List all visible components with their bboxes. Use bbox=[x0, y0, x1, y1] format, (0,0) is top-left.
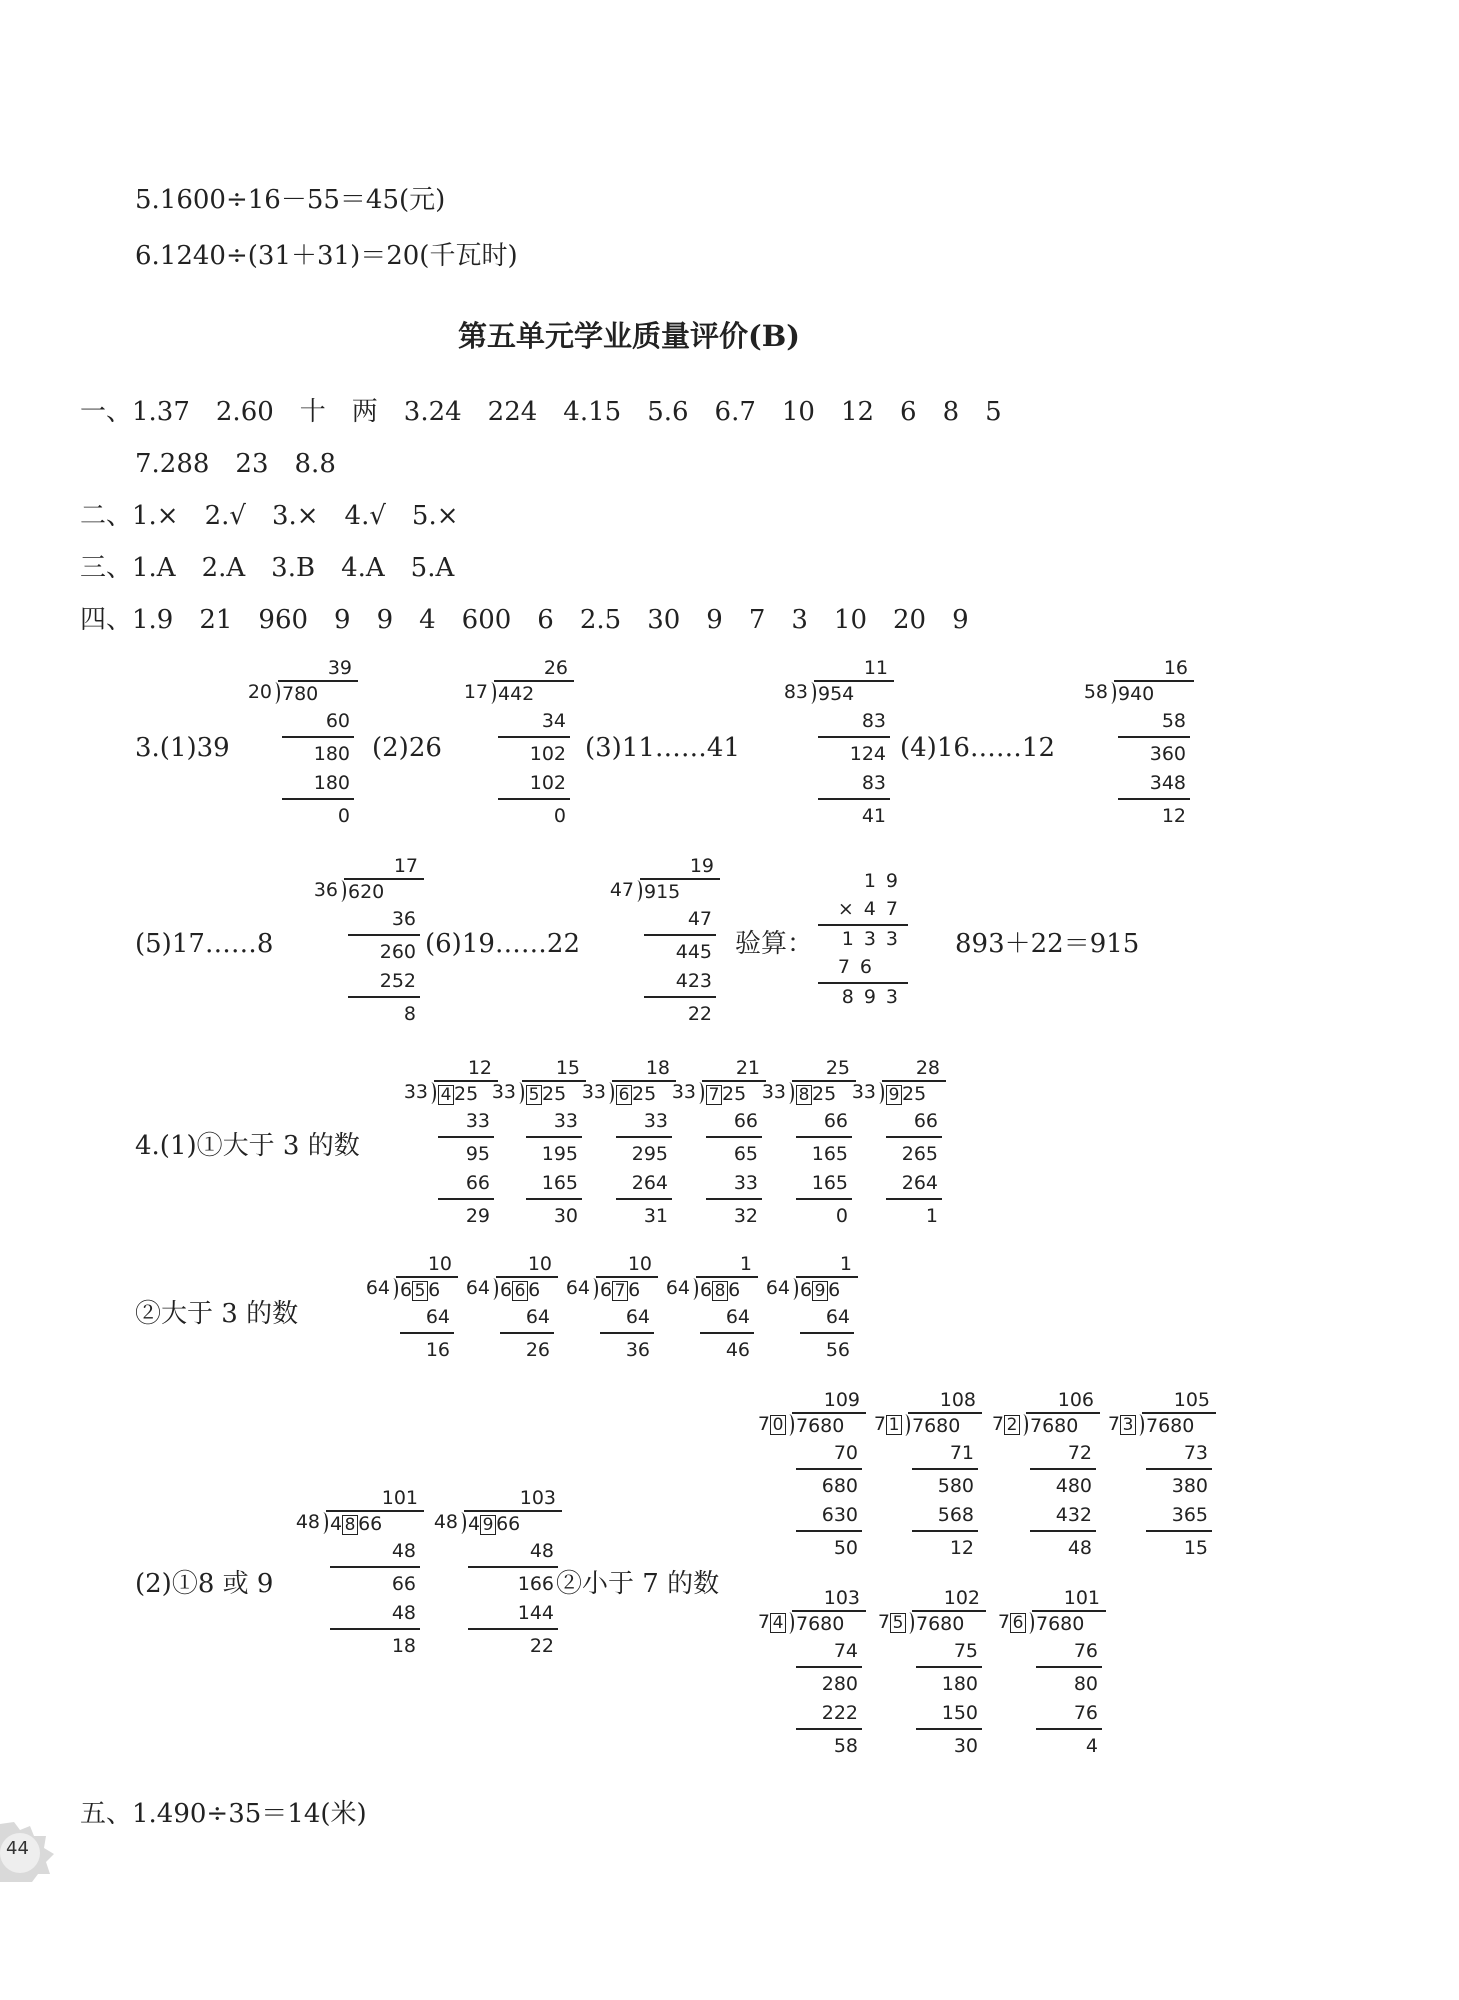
long-division bbox=[986, 1586, 1110, 1776]
division-divisor: 64 bbox=[665, 1277, 690, 1299]
part-five-line: 五、1.490÷35＝14(米) bbox=[80, 1799, 367, 1829]
long-division bbox=[1080, 656, 1210, 846]
mul-multiplier: ×47 bbox=[837, 898, 908, 920]
division-step: 295 bbox=[631, 1143, 668, 1165]
digit-box: 4 bbox=[770, 1613, 786, 1633]
division-step: 60 bbox=[325, 710, 350, 732]
division-quotient: 101 bbox=[1063, 1587, 1100, 1609]
division-step: 680 bbox=[821, 1475, 858, 1497]
division-step: 64 bbox=[525, 1306, 550, 1328]
division-step: 48 bbox=[391, 1602, 416, 1624]
division-step: 124 bbox=[849, 743, 886, 765]
division-dividend: 7680 bbox=[792, 1412, 866, 1438]
division-step: 252 bbox=[379, 970, 416, 992]
division-rule bbox=[796, 1198, 852, 1200]
digit-box: 6 bbox=[512, 1281, 528, 1301]
digit-box: 1 bbox=[886, 1415, 902, 1435]
division-divisor: 33 bbox=[671, 1081, 696, 1103]
division-step: 365 bbox=[1171, 1504, 1208, 1526]
division-rule bbox=[912, 1468, 978, 1470]
division-step: 165 bbox=[811, 1143, 848, 1165]
mul-partial-2: 76 bbox=[837, 956, 882, 978]
division-quotient: 26 bbox=[543, 657, 568, 679]
division-step: 73 bbox=[1183, 1442, 1208, 1464]
q3-label-2: (2)26 bbox=[372, 733, 442, 763]
division-step: 66 bbox=[733, 1110, 758, 1132]
division-quotient: 10 bbox=[527, 1253, 552, 1275]
division-quotient: 10 bbox=[627, 1253, 652, 1275]
division-dividend: 6 8 6 bbox=[696, 1276, 758, 1302]
division-quotient: 102 bbox=[943, 1587, 980, 1609]
division-step: 360 bbox=[1149, 743, 1186, 765]
division-step: 58 bbox=[833, 1735, 858, 1757]
long-division bbox=[462, 1252, 574, 1442]
division-step: 280 bbox=[821, 1673, 858, 1695]
page-number-badge bbox=[0, 1820, 62, 1882]
digit-box: 8 bbox=[712, 1281, 728, 1301]
division-step: 66 bbox=[465, 1172, 490, 1194]
division-step: 380 bbox=[1171, 1475, 1208, 1497]
long-division bbox=[606, 854, 736, 1044]
division-dividend: 7 25 bbox=[702, 1080, 766, 1106]
division-step: 144 bbox=[517, 1602, 554, 1624]
division-quotient: 103 bbox=[519, 1487, 556, 1509]
answer-line-6: 6.1240÷(31＋31)＝20(千瓦时) bbox=[135, 241, 518, 271]
division-step: 432 bbox=[1055, 1504, 1092, 1526]
division-rule bbox=[526, 1136, 582, 1138]
division-dividend: 442 bbox=[494, 680, 574, 706]
division-divisor: 48 bbox=[295, 1511, 320, 1533]
division-step: 102 bbox=[529, 743, 566, 765]
division-rule bbox=[796, 1666, 862, 1668]
division-divisor: 64 bbox=[765, 1277, 790, 1299]
division-step: 64 bbox=[425, 1306, 450, 1328]
long-division bbox=[1096, 1388, 1220, 1578]
division-step: 445 bbox=[675, 941, 712, 963]
division-step: 480 bbox=[1055, 1475, 1092, 1497]
division-quotient: 106 bbox=[1057, 1389, 1094, 1411]
division-step: 165 bbox=[811, 1172, 848, 1194]
page-number: 44 bbox=[6, 1838, 29, 1859]
long-division bbox=[292, 1486, 440, 1676]
division-step: 18 bbox=[391, 1635, 416, 1657]
division-dividend: 780 bbox=[278, 680, 358, 706]
division-quotient: 1 bbox=[739, 1253, 752, 1275]
division-dividend: 6 25 bbox=[612, 1080, 676, 1106]
long-division bbox=[746, 1586, 870, 1776]
check-label: 验算： bbox=[735, 929, 814, 959]
digit-box: 5 bbox=[526, 1085, 542, 1105]
division-dividend: 6 9 6 bbox=[796, 1276, 858, 1302]
long-division bbox=[862, 1388, 986, 1578]
division-dividend: 6 5 6 bbox=[396, 1276, 458, 1302]
division-step: 47 bbox=[687, 908, 712, 930]
mul-multiplicand: 19 bbox=[863, 870, 908, 892]
division-rule bbox=[1036, 1728, 1102, 1730]
division-divisor: 7 5 bbox=[878, 1610, 906, 1634]
division-step: 46 bbox=[725, 1339, 750, 1361]
division-dividend: 4 9 66 bbox=[464, 1510, 562, 1536]
division-rule bbox=[1030, 1530, 1096, 1532]
division-rule bbox=[912, 1530, 978, 1532]
division-step: 32 bbox=[733, 1205, 758, 1227]
division-dividend: 4 8 66 bbox=[326, 1510, 424, 1536]
division-step: 33 bbox=[465, 1110, 490, 1132]
division-quotient: 105 bbox=[1173, 1389, 1210, 1411]
digit-box: 7 bbox=[612, 1281, 628, 1301]
digit-box: 5 bbox=[890, 1613, 906, 1633]
q3-label-3: (3)11……41 bbox=[585, 733, 740, 763]
division-rule bbox=[1030, 1468, 1096, 1470]
division-dividend: 620 bbox=[344, 878, 424, 904]
digit-box: 6 bbox=[616, 1085, 632, 1105]
division-divisor: 64 bbox=[365, 1277, 390, 1299]
division-step: 195 bbox=[541, 1143, 578, 1165]
division-divisor: 33 bbox=[403, 1081, 428, 1103]
division-dividend: 4 25 bbox=[434, 1080, 498, 1106]
long-division bbox=[460, 656, 590, 846]
division-dividend: 940 bbox=[1114, 680, 1194, 706]
division-rule bbox=[282, 736, 354, 738]
division-dividend: 915 bbox=[640, 878, 720, 904]
division-step: 36 bbox=[391, 908, 416, 930]
part-four-line: 四、1.9 21 960 9 9 4 600 6 2.5 30 9 7 3 10 20 9 bbox=[80, 605, 969, 635]
division-step: 1 bbox=[925, 1205, 938, 1227]
division-divisor: 33 bbox=[491, 1081, 516, 1103]
division-step: 180 bbox=[313, 743, 350, 765]
division-divisor: 7 1 bbox=[874, 1412, 902, 1436]
q4-label-2b: ②小于 7 的数 bbox=[556, 1569, 720, 1599]
q4-label-1b: ②大于 3 的数 bbox=[135, 1299, 299, 1329]
division-step: 30 bbox=[553, 1205, 578, 1227]
division-step: 568 bbox=[937, 1504, 974, 1526]
division-rule bbox=[468, 1566, 558, 1568]
division-rule bbox=[468, 1628, 558, 1630]
q3-label-6: (6)19……22 bbox=[425, 929, 580, 959]
division-quotient: 39 bbox=[327, 657, 352, 679]
division-step: 180 bbox=[313, 772, 350, 794]
division-rule bbox=[886, 1136, 942, 1138]
division-step: 80 bbox=[1073, 1673, 1098, 1695]
division-dividend: 6 6 6 bbox=[496, 1276, 558, 1302]
division-step: 630 bbox=[821, 1504, 858, 1526]
division-rule bbox=[282, 798, 354, 800]
division-step: 70 bbox=[833, 1442, 858, 1464]
division-rule bbox=[1036, 1666, 1102, 1668]
division-dividend: 9 25 bbox=[882, 1080, 946, 1106]
division-rule bbox=[916, 1666, 982, 1668]
division-dividend: 8 25 bbox=[792, 1080, 856, 1106]
check-equation: 893＋22＝915 bbox=[955, 929, 1140, 959]
division-step: 75 bbox=[953, 1640, 978, 1662]
division-step: 22 bbox=[529, 1635, 554, 1657]
division-rule bbox=[438, 1198, 494, 1200]
digit-box: 4 bbox=[438, 1085, 454, 1105]
division-dividend: 7680 bbox=[1026, 1412, 1100, 1438]
multiplication-check bbox=[818, 868, 908, 1018]
division-step: 71 bbox=[949, 1442, 974, 1464]
division-rule bbox=[644, 934, 716, 936]
division-step: 580 bbox=[937, 1475, 974, 1497]
part-three-line: 三、1.A 2.A 3.B 4.A 5.A bbox=[80, 553, 455, 583]
digit-box: 7 bbox=[706, 1085, 722, 1105]
division-step: 22 bbox=[687, 1003, 712, 1025]
division-rule bbox=[886, 1198, 942, 1200]
division-quotient: 21 bbox=[735, 1057, 760, 1079]
division-dividend: 954 bbox=[814, 680, 894, 706]
long-division bbox=[310, 854, 440, 1044]
mul-result: 893 bbox=[841, 986, 908, 1008]
part-two-line: 二、1.× 2.√ 3.× 4.√ 5.× bbox=[80, 501, 459, 531]
division-step: 348 bbox=[1149, 772, 1186, 794]
division-rule bbox=[916, 1728, 982, 1730]
division-rule bbox=[818, 798, 890, 800]
division-step: 95 bbox=[465, 1143, 490, 1165]
division-rule bbox=[330, 1566, 420, 1568]
division-step: 0 bbox=[553, 805, 566, 827]
division-step: 102 bbox=[529, 772, 566, 794]
long-division bbox=[562, 1252, 674, 1442]
division-rule bbox=[800, 1332, 854, 1334]
division-rule bbox=[796, 1728, 862, 1730]
q4-label-1: 4.(1)①大于 3 的数 bbox=[135, 1131, 360, 1161]
division-rule bbox=[438, 1136, 494, 1138]
q3-label-4: (4)16……12 bbox=[900, 733, 1055, 763]
division-rule bbox=[706, 1136, 762, 1138]
answer-line-5: 5.1600÷16－55＝45(元) bbox=[135, 185, 446, 215]
division-divisor: 7 6 bbox=[998, 1610, 1026, 1634]
division-divisor: 36 bbox=[313, 879, 338, 901]
division-dividend: 7680 bbox=[912, 1610, 986, 1636]
division-step: 222 bbox=[821, 1702, 858, 1724]
division-dividend: 7680 bbox=[1032, 1610, 1106, 1636]
long-division bbox=[866, 1586, 990, 1776]
division-quotient: 18 bbox=[645, 1057, 670, 1079]
division-rule bbox=[616, 1136, 672, 1138]
division-step: 64 bbox=[725, 1306, 750, 1328]
division-divisor: 48 bbox=[433, 1511, 458, 1533]
division-step: 423 bbox=[675, 970, 712, 992]
division-step: 165 bbox=[541, 1172, 578, 1194]
q3-label-1: 3.(1)39 bbox=[135, 733, 230, 763]
division-quotient: 17 bbox=[393, 855, 418, 877]
division-step: 66 bbox=[391, 1573, 416, 1595]
q4-label-2: (2)①8 或 9 bbox=[135, 1569, 274, 1599]
division-divisor: 64 bbox=[465, 1277, 490, 1299]
digit-box: 5 bbox=[412, 1281, 428, 1301]
division-divisor: 47 bbox=[609, 879, 634, 901]
division-step: 64 bbox=[825, 1306, 850, 1328]
division-quotient: 11 bbox=[863, 657, 888, 679]
digit-box: 9 bbox=[886, 1085, 902, 1105]
division-rule bbox=[526, 1198, 582, 1200]
division-divisor: 33 bbox=[581, 1081, 606, 1103]
division-quotient: 10 bbox=[427, 1253, 452, 1275]
division-step: 12 bbox=[1161, 805, 1186, 827]
division-quotient: 109 bbox=[823, 1389, 860, 1411]
mul-partial-1: 133 bbox=[841, 928, 908, 950]
division-step: 0 bbox=[835, 1205, 848, 1227]
division-quotient: 101 bbox=[381, 1487, 418, 1509]
long-division bbox=[362, 1252, 474, 1442]
division-step: 48 bbox=[529, 1540, 554, 1562]
division-dividend: 7680 bbox=[908, 1412, 982, 1438]
section-title: 第五单元学业质量评价(B) bbox=[458, 319, 800, 353]
division-step: 166 bbox=[517, 1573, 554, 1595]
division-quotient: 1 bbox=[839, 1253, 852, 1275]
division-rule bbox=[500, 1332, 554, 1334]
division-quotient: 15 bbox=[555, 1057, 580, 1079]
division-step: 12 bbox=[949, 1537, 974, 1559]
division-divisor: 20 bbox=[247, 681, 272, 703]
part-one-line-a: 一、1.37 2.60 十 两 3.24 224 4.15 5.6 6.7 10 12 6 8 5 bbox=[80, 397, 1002, 427]
division-rule bbox=[706, 1198, 762, 1200]
division-step: 265 bbox=[901, 1143, 938, 1165]
division-quotient: 108 bbox=[939, 1389, 976, 1411]
digit-box: 8 bbox=[342, 1515, 358, 1535]
division-divisor: 33 bbox=[851, 1081, 876, 1103]
division-step: 50 bbox=[833, 1537, 858, 1559]
division-step: 64 bbox=[625, 1306, 650, 1328]
division-quotient: 103 bbox=[823, 1587, 860, 1609]
division-step: 180 bbox=[941, 1673, 978, 1695]
division-step: 76 bbox=[1073, 1702, 1098, 1724]
division-step: 74 bbox=[833, 1640, 858, 1662]
division-step: 31 bbox=[643, 1205, 668, 1227]
division-quotient: 19 bbox=[689, 855, 714, 877]
division-divisor: 7 3 bbox=[1108, 1412, 1136, 1436]
division-step: 264 bbox=[901, 1172, 938, 1194]
division-divisor: 7 0 bbox=[758, 1412, 786, 1436]
division-rule bbox=[498, 798, 570, 800]
division-quotient: 12 bbox=[467, 1057, 492, 1079]
division-rule bbox=[1146, 1530, 1212, 1532]
division-step: 83 bbox=[861, 772, 886, 794]
division-rule bbox=[400, 1332, 454, 1334]
division-step: 65 bbox=[733, 1143, 758, 1165]
division-rule bbox=[796, 1530, 862, 1532]
division-step: 264 bbox=[631, 1172, 668, 1194]
division-dividend: 5 25 bbox=[522, 1080, 586, 1106]
digit-box: 9 bbox=[812, 1281, 828, 1301]
division-step: 150 bbox=[941, 1702, 978, 1724]
division-step: 34 bbox=[541, 710, 566, 732]
division-step: 15 bbox=[1183, 1537, 1208, 1559]
division-step: 41 bbox=[861, 805, 886, 827]
division-step: 66 bbox=[913, 1110, 938, 1132]
division-rule bbox=[1118, 736, 1190, 738]
division-divisor: 83 bbox=[783, 681, 808, 703]
part-one-line-b: 7.288 23 8.8 bbox=[135, 449, 336, 479]
division-step: 8 bbox=[403, 1003, 416, 1025]
digit-box: 6 bbox=[1010, 1613, 1026, 1633]
division-dividend: 7680 bbox=[1142, 1412, 1216, 1438]
division-rule bbox=[498, 736, 570, 738]
division-step: 33 bbox=[733, 1172, 758, 1194]
division-divisor: 7 4 bbox=[758, 1610, 786, 1634]
division-divisor: 33 bbox=[761, 1081, 786, 1103]
division-step: 83 bbox=[861, 710, 886, 732]
division-step: 29 bbox=[465, 1205, 490, 1227]
long-division bbox=[780, 656, 910, 846]
division-step: 33 bbox=[643, 1110, 668, 1132]
division-step: 72 bbox=[1067, 1442, 1092, 1464]
division-rule bbox=[700, 1332, 754, 1334]
division-divisor: 17 bbox=[463, 681, 488, 703]
division-divisor: 58 bbox=[1083, 681, 1108, 703]
division-step: 36 bbox=[625, 1339, 650, 1361]
division-rule bbox=[644, 996, 716, 998]
digit-box: 2 bbox=[1004, 1415, 1020, 1435]
division-dividend: 6 7 6 bbox=[596, 1276, 658, 1302]
long-division bbox=[746, 1388, 870, 1578]
division-rule bbox=[330, 1628, 420, 1630]
division-rule bbox=[616, 1198, 672, 1200]
division-dividend: 7680 bbox=[792, 1610, 866, 1636]
long-division bbox=[848, 1056, 962, 1246]
division-step: 26 bbox=[525, 1339, 550, 1361]
q3-label-5: (5)17……8 bbox=[135, 929, 274, 959]
division-step: 33 bbox=[553, 1110, 578, 1132]
division-step: 58 bbox=[1161, 710, 1186, 732]
division-rule bbox=[796, 1136, 852, 1138]
division-divisor: 7 2 bbox=[992, 1412, 1020, 1436]
digit-box: 9 bbox=[480, 1515, 496, 1535]
division-rule bbox=[1146, 1468, 1212, 1470]
digit-box: 0 bbox=[770, 1415, 786, 1435]
division-rule bbox=[818, 736, 890, 738]
division-rule bbox=[348, 934, 420, 936]
division-step: 0 bbox=[337, 805, 350, 827]
digit-box: 3 bbox=[1120, 1415, 1136, 1435]
division-step: 56 bbox=[825, 1339, 850, 1361]
long-division bbox=[980, 1388, 1104, 1578]
division-step: 30 bbox=[953, 1735, 978, 1757]
division-quotient: 25 bbox=[825, 1057, 850, 1079]
division-step: 260 bbox=[379, 941, 416, 963]
division-step: 48 bbox=[1067, 1537, 1092, 1559]
division-step: 48 bbox=[391, 1540, 416, 1562]
division-step: 16 bbox=[425, 1339, 450, 1361]
division-quotient: 28 bbox=[915, 1057, 940, 1079]
digit-box: 8 bbox=[796, 1085, 812, 1105]
division-rule bbox=[600, 1332, 654, 1334]
long-division bbox=[244, 656, 374, 846]
division-step: 76 bbox=[1073, 1640, 1098, 1662]
division-step: 66 bbox=[823, 1110, 848, 1132]
division-rule bbox=[796, 1468, 862, 1470]
division-divisor: 64 bbox=[565, 1277, 590, 1299]
division-rule bbox=[348, 996, 420, 998]
division-rule bbox=[1118, 798, 1190, 800]
division-step: 4 bbox=[1085, 1735, 1098, 1757]
division-quotient: 16 bbox=[1163, 657, 1188, 679]
